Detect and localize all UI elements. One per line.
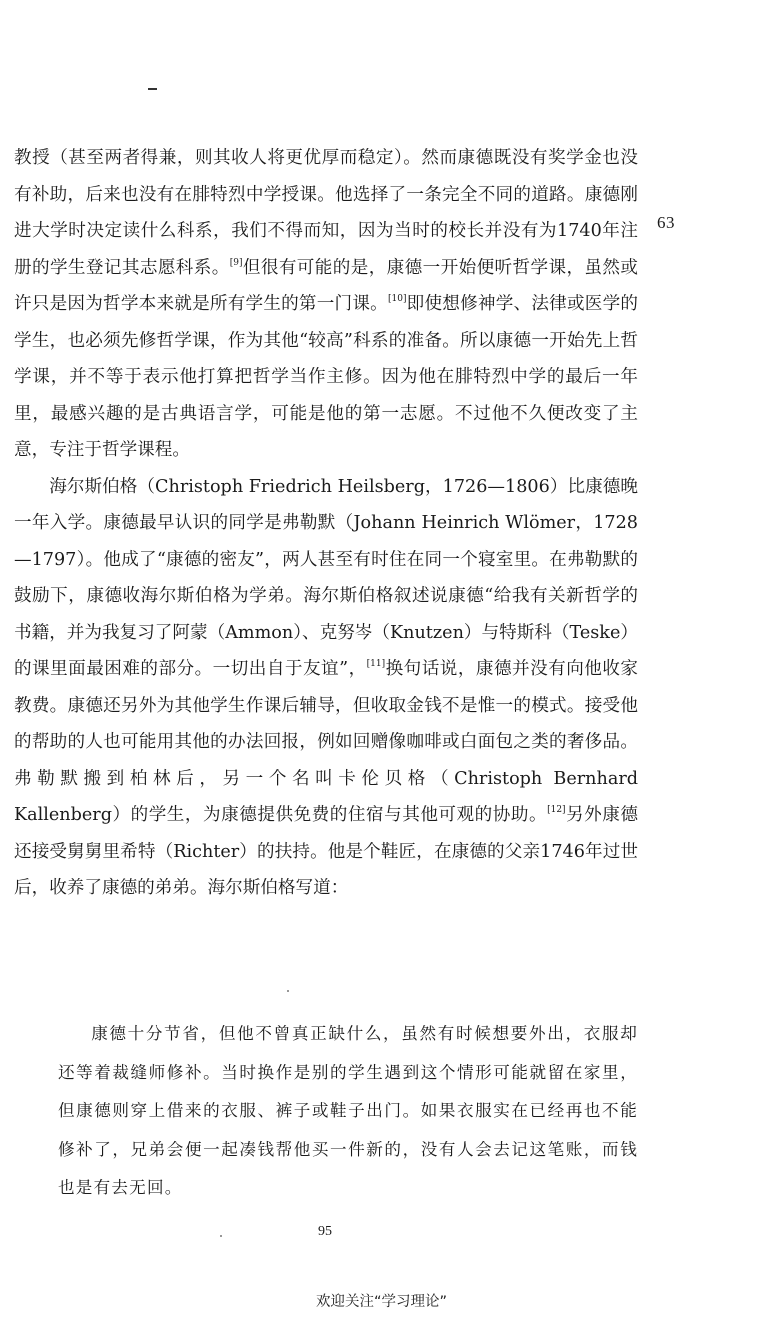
scan-speck [287, 990, 289, 992]
body-text [14, 140, 638, 907]
page-number: 95 [318, 1224, 332, 1239]
text-run: 另外康德还接受舅舅里希特（Richter）的扶持。他是个鞋匠，在康德的父亲1746年过世后，收养了康德的弟弟。海尔斯伯格写道： [14, 805, 638, 898]
footnote-marker: [10] [387, 294, 407, 304]
body-paragraph [14, 469, 638, 907]
footnote-marker: [9] [229, 257, 243, 268]
footnote-marker: [11] [366, 659, 386, 669]
body-paragraph [14, 140, 638, 469]
text-run: 海尔斯伯格（Christoph Friedrich Heilsberg，1726—1806）比康德晚一年入学。康德最早认识的同学是弗勒默（Johann Heinrich Wlömer，1728—1797）。他成了“康德的密友”，两人甚至有时住在同一个寝室里。在弗勒默的鼓励下，康德收海尔斯伯格为学弟。海尔斯伯格叙述说康德“给我有关新哲学的书籍，并为我复习了阿蒙（Ammon）、克努岑（Knutzen）与特斯科（Teske）的课里面最困难的部分。一切出自于友谊”， [14, 476, 638, 679]
footer-note: 欢迎关注“学习理论” [315, 1294, 448, 1310]
scan-mark [148, 88, 157, 90]
text-run: 教授（甚至两者得兼，则其收人将更优厚而稳定）。然而康德既没有奖学金也没有补助，后来也没有在腓特烈中学授课。他选择了一条完全不同的道路。康德刚进大学时决定读什么科系，我们不得而知，因为当时的校长并没有为1740年注册的学生登记其志愿科系。 [14, 148, 638, 278]
margin-page-reference: 63 [657, 213, 675, 232]
text-run: 但很有可能的是，康德一开始便听哲学课，虽然或许只是因为哲学本来就是所有学生的第一门课。 [14, 257, 638, 314]
text-run: 换句话说，康德并没有向他收家教费。康德还另外为其他学生作课后辅导，但收取金钱不是惟一的模式。接受他的帮助的人也可能用其他的办法回报，例如回赠像咖啡或白面包之类的奢侈品。弗勒默搬到柏林后，另一个名叫卡伦贝格（Christoph Bernhard Kallenberg）的学生，为康德提供免费的住宿与其他可观的协助。 [14, 659, 638, 825]
quote-paragraph: 康德十分节省，但他不曾真正缺什么，虽然有时候想要外出，衣服却还等着裁缝师修补。当时换作是别的学生遇到这个情形可能就留在家里，但康德则穿上借来的衣服、裤子或鞋子出门。如果衣服实在已经再也不能修补了，兄弟会便一起凑钱帮他买一件新的，没有人会去记这笔账，而钱也是有去无回。 [58, 1024, 638, 1197]
text-run: 即使想修神学、法律或医学的学生，也必须先修哲学课，作为其他“较高”科系的准备。所以康德一开始先上哲学课，并不等于表示他打算把哲学当作主修。因为他在腓特烈中学的最后一年里，最感兴趣的是古典语言学，可能是他的第一志愿。不过他不久便改变了主意，专注于哲学课程。 [14, 294, 638, 460]
footnote-marker: [12] [547, 805, 566, 815]
block-quote [58, 1015, 638, 1208]
